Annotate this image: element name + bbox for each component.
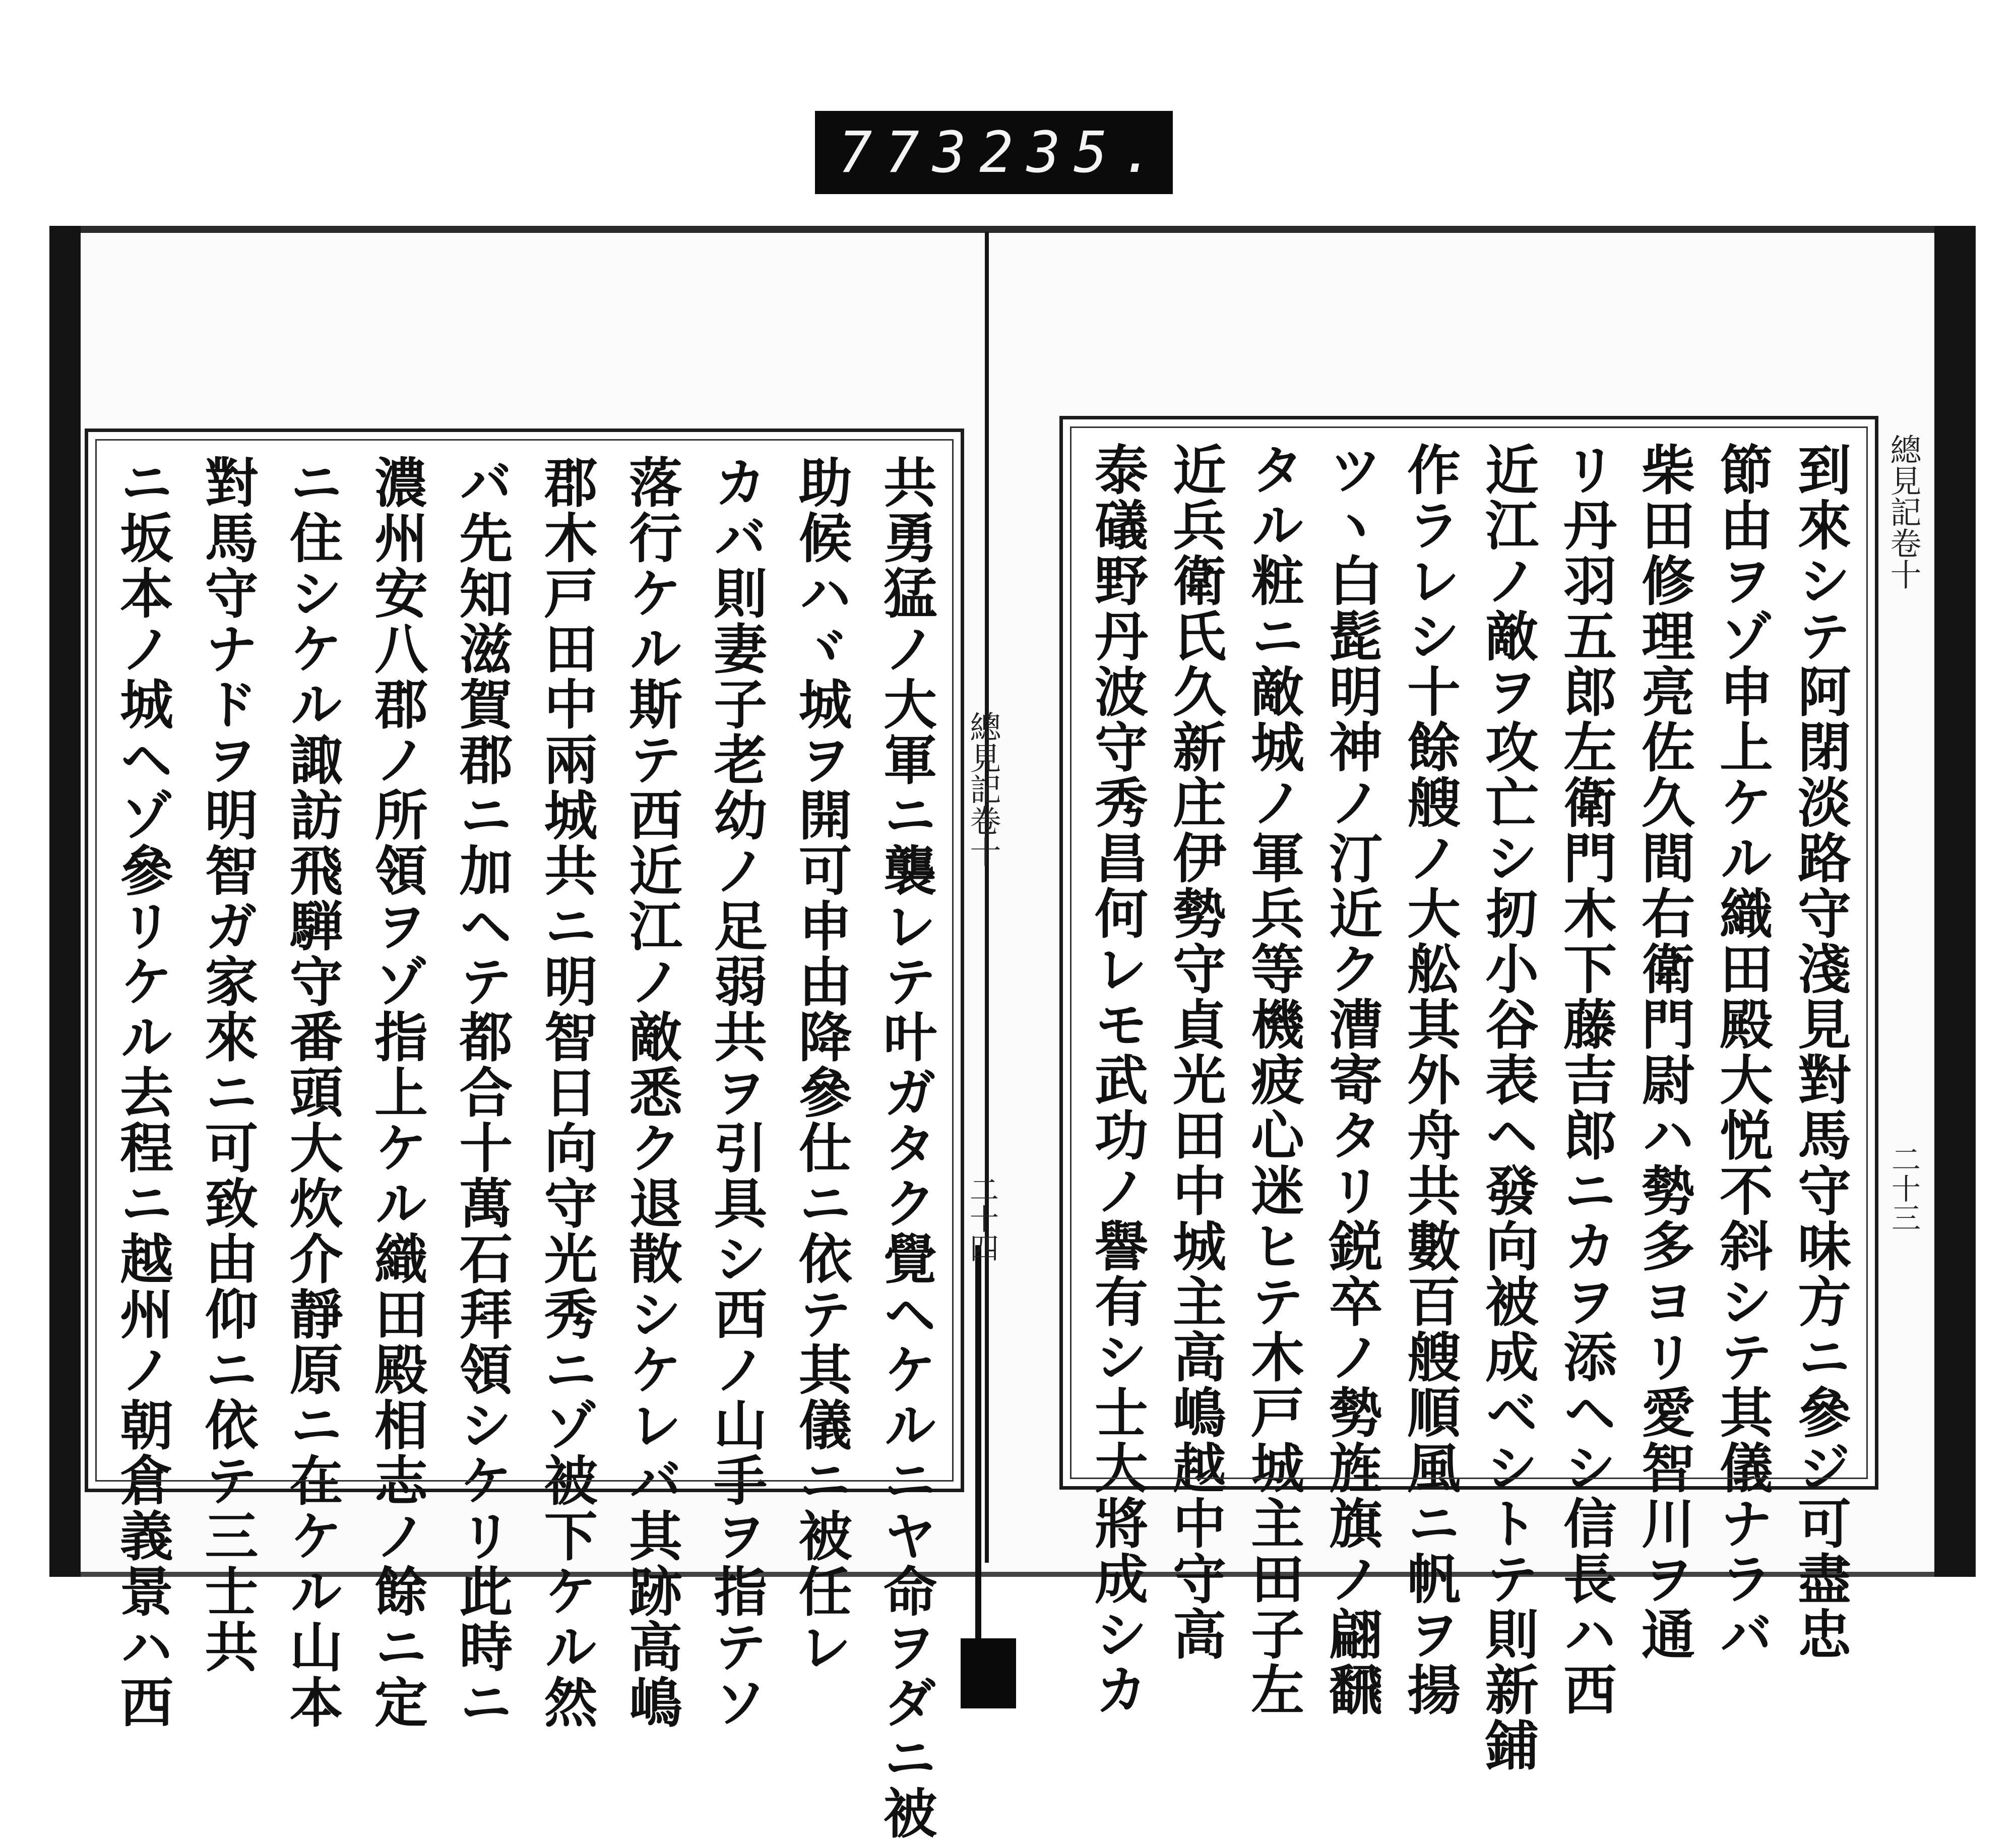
catalog-number-left: 773 [838, 119, 980, 186]
tassel [961, 1638, 1016, 1708]
spine-line [985, 232, 989, 1563]
text-column: 落行ケル斯テ西近江ノ敵悉ク退散シケレバ其跡高嶋 [620, 455, 683, 1730]
text-column: 濃州安八郡ノ所領ヲゾ指上ケル織田殿相志ノ餘ニ定 [365, 455, 429, 1730]
cover-edge-right [1934, 226, 1976, 1577]
text-column: 泰礒野丹波守秀昌何レモ武功ノ譽有シ士大將成シカ [1086, 442, 1149, 1717]
right-page-frame [1059, 416, 1878, 1773]
text-column: 近兵衛氏久新庄伊勢守貞光田中城主高嶋越中守高 [1164, 442, 1227, 1662]
text-column: 近江ノ敵ヲ攻亡シ扨小谷表ヘ發向被成ベシトテ則新鋪 [1477, 442, 1540, 1773]
text-column: 助候ハヾ城ヲ開可申由降參仕ニ依テ其儀ニ被任レ [790, 455, 853, 1675]
right-folio-number: 二十三 [1886, 1144, 1921, 1232]
left-page-text [111, 455, 938, 1841]
text-column: 作ラレシ十餘艘ノ大舩其外舟共數百艘順風ニ帆ヲ揚 [1399, 442, 1462, 1717]
text-column: ツヽ白髭明神ノ汀近ク漕寄タリ鋭卒ノ勢旌旗ノ翩飜 [1320, 442, 1383, 1717]
text-column: バ先知滋賀郡ニ加ヘテ都合十萬石拜領シケリ此時ニ [451, 455, 514, 1730]
tassel-cord [975, 1245, 981, 1638]
catalog-number-right: 235. [979, 119, 1168, 186]
text-column: 對馬守ナドヲ明智ガ家來ニ可致由仰ニ依テ三士共 [196, 455, 260, 1675]
right-page-text [1086, 442, 1852, 1773]
text-column: ニ坂本ノ城ヘゾ參リケル去程ニ越州ノ朝倉義景ハ西 [111, 455, 174, 1730]
left-page-frame [85, 428, 964, 1841]
text-column: 柴田修理亮佐久間右衛門尉ハ勢多ヨリ愛智川ヲ通 [1633, 442, 1696, 1662]
text-column: タル粧ニ敵城ノ軍兵等機疲心迷ヒテ木戸城主田子左 [1242, 442, 1305, 1717]
text-column: リ丹羽五郎左衛門木下藤吉郎ニカヲ添ヘシ信長ハ西 [1555, 442, 1618, 1717]
text-column: 節由ヲゾ申上ケル織田殿大悦不斜シテ其儀ナラバ [1711, 442, 1774, 1662]
text-column: カバ則妻子老幼ノ足弱共ヲ引具シ西ノ山手ヲ指テソ [705, 455, 769, 1730]
text-column: 到來シテ阿閉淡路守淺見對馬守味方ニ參ジ可盡忠 [1789, 442, 1852, 1662]
text-column: 郡木戸田中兩城共ニ明智日向守光秀ニゾ被下ケル然 [535, 455, 599, 1730]
left-folio-number: 二十四 [965, 1175, 999, 1262]
catalog-label [815, 111, 1173, 194]
text-column: ニ住シケル諏訪飛騨守番頭大炊介靜原ニ在ケル山本 [281, 455, 344, 1730]
right-gutter-caption: 總見記卷十 [1885, 434, 1922, 590]
cover-edge-left [49, 226, 81, 1577]
text-column: 共勇猛ノ大軍ニ襲レテ叶ガタク覺ヘケルニヤ命ヲダニ被 [874, 455, 938, 1841]
left-gutter-caption: 總見記卷十 [965, 711, 1001, 867]
